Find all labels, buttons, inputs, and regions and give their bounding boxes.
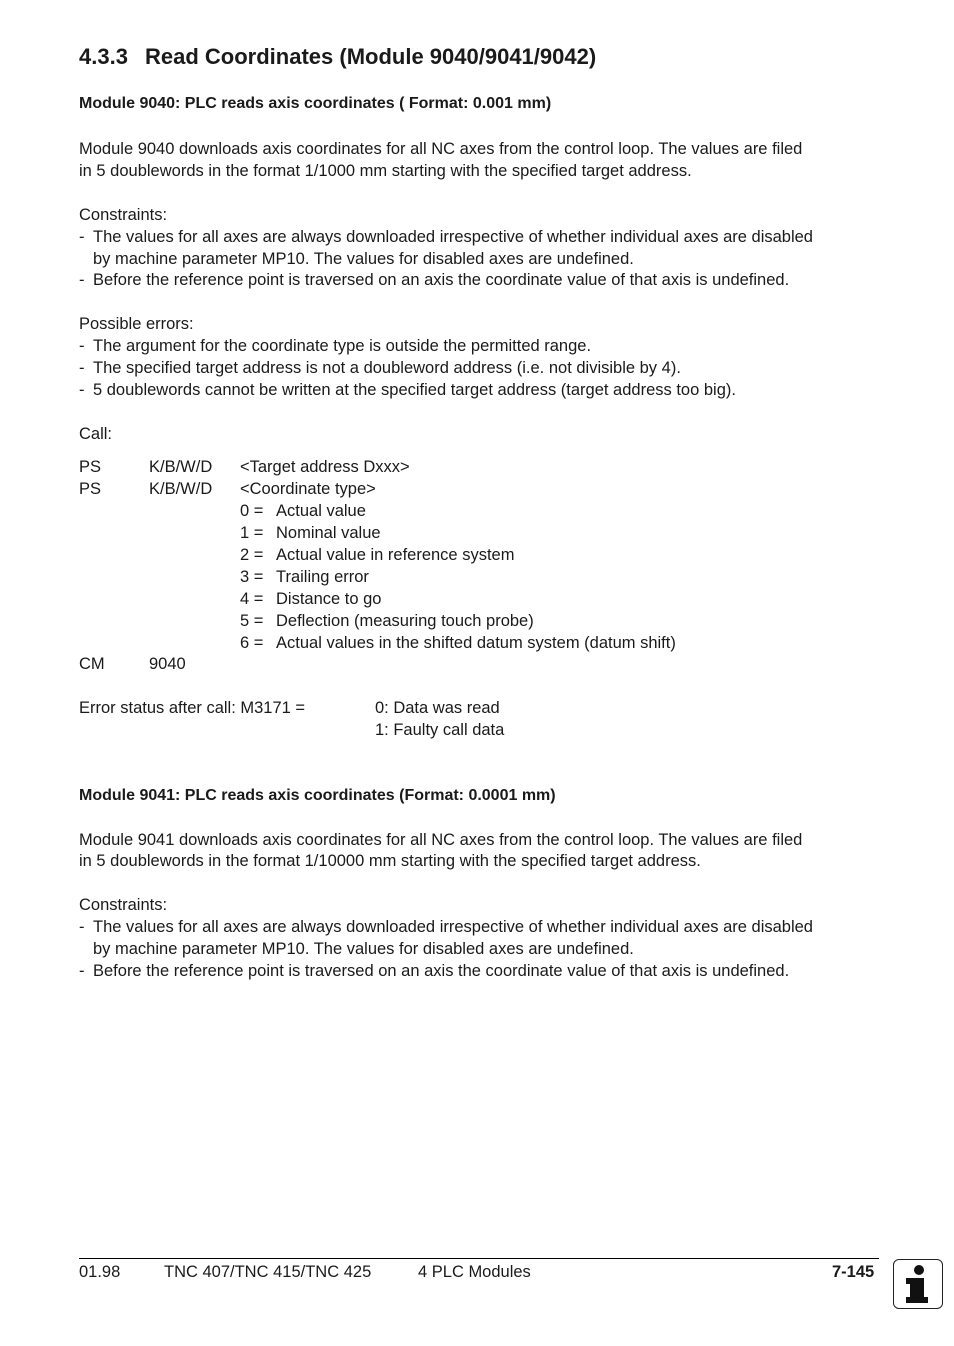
coordinate-type-value: Actual value in reference system — [276, 546, 515, 564]
footer-chapter: 4 PLC Modules — [418, 1263, 531, 1281]
error-status-label: Error status after call: M3171 = — [79, 699, 306, 717]
coordinate-type-key: 5 = — [240, 612, 264, 630]
coordinate-type-key: 3 = — [240, 568, 264, 586]
page-number: 7-145 — [832, 1263, 875, 1281]
call-label: Call: — [79, 425, 113, 443]
constraints-label: Constraints: — [79, 206, 168, 224]
coordinate-type-key: 4 = — [240, 590, 264, 608]
call-desc: <Target address Dxxx> — [240, 458, 410, 476]
call-module-number: 9040 — [149, 655, 186, 673]
error-status-value: 0: Data was read — [375, 699, 500, 717]
constraint-item: - Before the reference point is traversed on an axis the coordinate value of that axis is undefined. — [79, 271, 790, 289]
footer-divider — [79, 1258, 879, 1259]
coordinate-type-value: Deflection (measuring touch probe) — [276, 612, 534, 630]
constraint-item-continued: by machine parameter MP10. The values for disabled axes are undefined. — [93, 250, 634, 268]
module-9040-description-line-1: Module 9040 downloads axis coordinates for all NC axes from the control loop. The values are filed — [79, 140, 803, 158]
error-item: - The argument for the coordinate type is outside the permitted range. — [79, 337, 592, 355]
constraint-text: Before the reference point is traversed on an axis the coordinate value of that axis is undefined. — [93, 271, 790, 289]
error-item: - 5 doublewords cannot be written at the specified target address (target address too big). — [79, 381, 736, 399]
error-status-value: 1: Faulty call data — [375, 721, 505, 739]
constraints-label: Constraints: — [79, 896, 168, 914]
constraint-item: - Before the reference point is traversed on an axis the coordinate value of that axis is undefined. — [79, 962, 790, 980]
footer-model: TNC 407/TNC 415/TNC 425 — [164, 1263, 372, 1281]
section-number: 4.3.3 — [79, 44, 128, 69]
error-item: - The specified target address is not a doubleword address (i.e. not divisible by 4). — [79, 359, 681, 377]
constraint-item: - The values for all axes are always downloaded irrespective of whether individual axes are disabled — [79, 228, 813, 246]
call-cmd-ps: PS — [79, 458, 102, 476]
coordinate-type-value: Actual value — [276, 502, 366, 520]
error-text: The specified target address is not a doubleword address (i.e. not divisible by 4). — [93, 359, 681, 377]
constraint-item-continued: by machine parameter MP10. The values for disabled axes are undefined. — [93, 940, 634, 958]
coordinate-type-value: Nominal value — [276, 524, 381, 542]
coordinate-type-key: 1 = — [240, 524, 264, 542]
module-9041-heading: Module 9041: PLC reads axis coordinates (Format: 0.0001 mm) — [79, 787, 556, 804]
constraint-text: Before the reference point is traversed on an axis the coordinate value of that axis is undefined. — [93, 962, 790, 980]
module-9041-description-line-2: in 5 doublewords in the format 1/10000 mm starting with the specified target address. — [79, 852, 701, 870]
module-9040-heading: Module 9040: PLC reads axis coordinates ( Format: 0.001 mm) — [79, 95, 552, 112]
info-icon — [893, 1259, 943, 1309]
error-text: The argument for the coordinate type is outside the permitted range. — [93, 337, 592, 355]
coordinate-type-value: Actual values in the shifted datum system (datum shift) — [276, 634, 676, 652]
call-cmd-cm: CM — [79, 655, 105, 673]
coordinate-type-value: Trailing error — [276, 568, 369, 586]
footer-date: 01.98 — [79, 1263, 121, 1281]
info-glyph — [894, 1260, 941, 1307]
module-9041-description-line-1: Module 9041 downloads axis coordinates for all NC axes from the control loop. The values are filed — [79, 831, 803, 849]
section-title: Read Coordinates (Module 9040/9041/9042) — [145, 44, 597, 69]
coordinate-type-key: 0 = — [240, 502, 264, 520]
possible-errors-label: Possible errors: — [79, 315, 194, 333]
constraint-text: The values for all axes are always downloaded irrespective of whether individual axes are disabled — [93, 228, 813, 246]
coordinate-type-value: Distance to go — [276, 590, 382, 608]
call-desc: <Coordinate type> — [240, 480, 376, 498]
constraint-item: - The values for all axes are always downloaded irrespective of whether individual axes are disabled — [79, 918, 813, 936]
call-arg: K/B/W/D — [149, 458, 213, 476]
coordinate-type-key: 6 = — [240, 634, 264, 652]
call-arg: K/B/W/D — [149, 480, 213, 498]
call-cmd-ps: PS — [79, 480, 102, 498]
coordinate-type-key: 2 = — [240, 546, 264, 564]
error-text: 5 doublewords cannot be written at the specified target address (target address too big). — [93, 381, 736, 399]
constraint-text: The values for all axes are always downloaded irrespective of whether individual axes are disabled — [93, 918, 813, 936]
module-9040-description-line-2: in 5 doublewords in the format 1/1000 mm starting with the specified target address. — [79, 162, 692, 180]
section-heading — [79, 44, 596, 70]
